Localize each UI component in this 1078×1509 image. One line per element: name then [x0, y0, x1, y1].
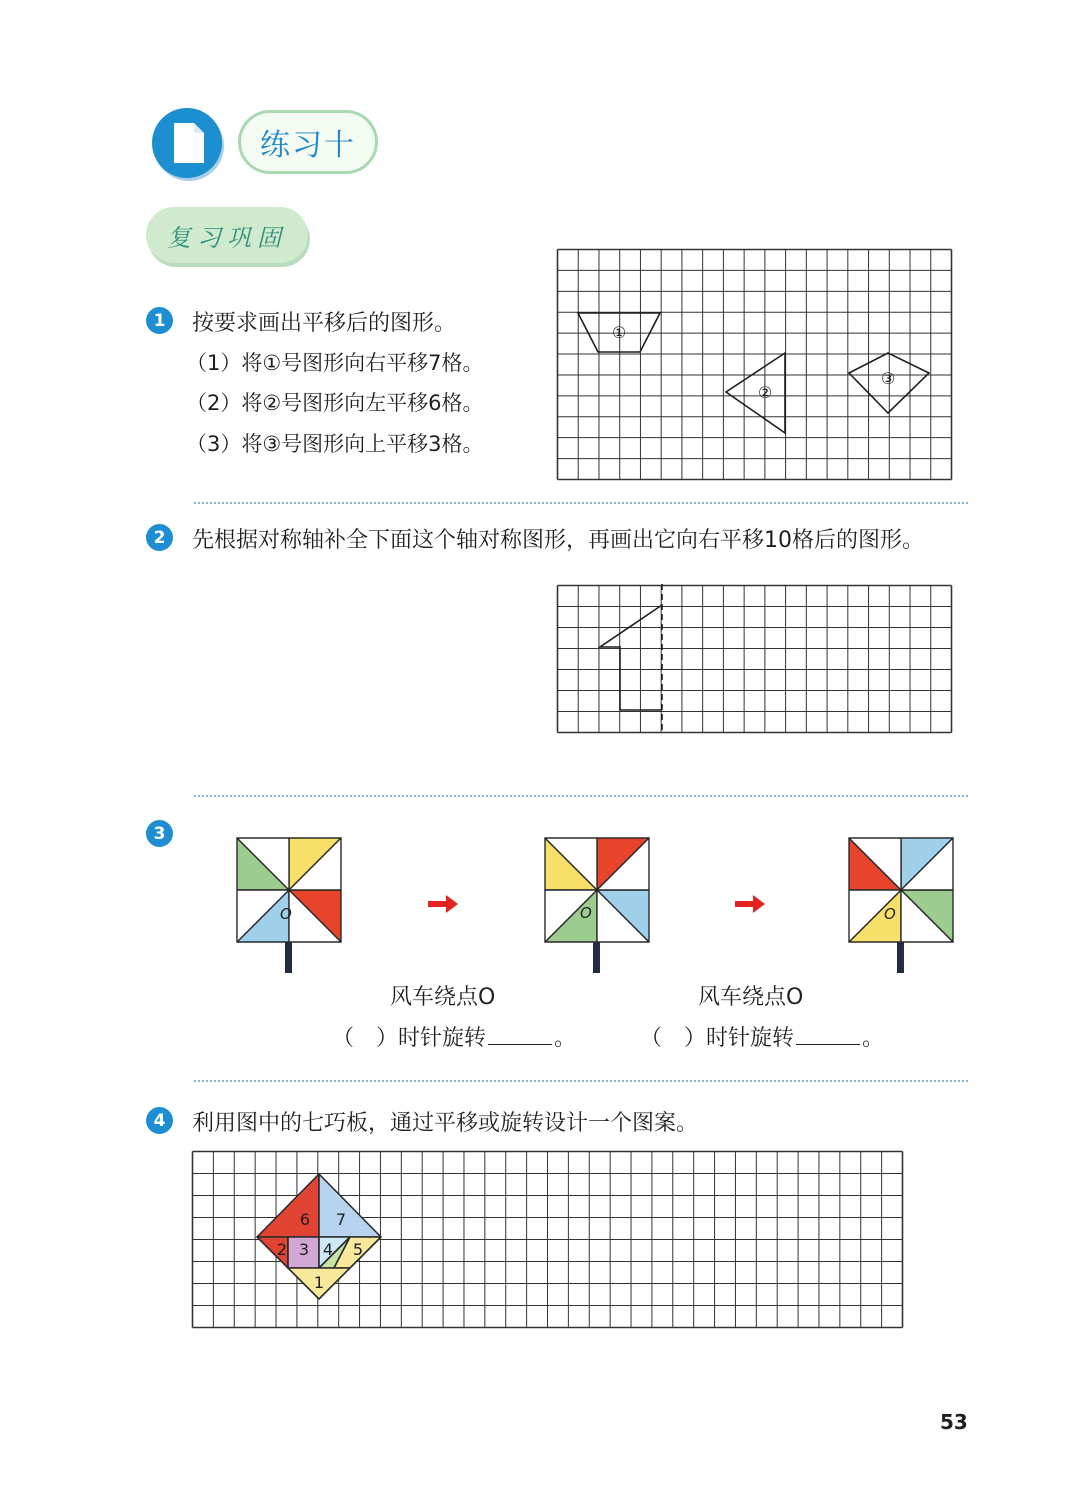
section-label: 复习巩固 [146, 207, 308, 263]
question-4-grid[interactable] [191, 1150, 905, 1330]
question-2-text: 先根据对称轴补全下面这个轴对称图形，再画出它向右平移10格后的图形。 [192, 528, 924, 553]
question-2-grid[interactable] [556, 584, 954, 736]
caption-1-line-1: 风车绕点O [390, 985, 496, 1010]
divider [194, 795, 968, 797]
rotation-direction-prompt: （ ）时针旋转 [640, 1026, 795, 1051]
rotation-angle-blank[interactable] [796, 1044, 860, 1045]
caption-period: 。 [554, 1026, 577, 1051]
arrow-right-icon [426, 894, 460, 914]
question-number-3: 3 [146, 820, 173, 847]
caption-period: 。 [862, 1026, 885, 1051]
document-icon [152, 108, 222, 178]
arrow-right-icon [733, 894, 767, 914]
question-1-item-3: （3）将③号图形向上平移3格。 [186, 432, 484, 456]
piece-label-1: 1 [313, 1273, 325, 1292]
caption-2-line-1: 风车绕点O [698, 985, 804, 1010]
grid-lines [558, 586, 952, 733]
question-1-text: 按要求画出平移后的图形。 [192, 311, 457, 336]
piece-label-7: 7 [335, 1210, 347, 1229]
piece-label-5: 5 [352, 1240, 364, 1259]
pinwheel-2 [542, 835, 654, 975]
point-o-label: O [580, 904, 592, 922]
piece-label-4: 4 [322, 1240, 334, 1259]
divider [194, 1080, 968, 1082]
caption-1-line-2 [332, 1021, 576, 1052]
piece-label-3: 3 [298, 1240, 310, 1259]
point-o-label: O [280, 905, 292, 923]
shape-2-label: ② [757, 383, 773, 402]
exercise-icon [152, 108, 222, 178]
piece-label-2: 2 [276, 1240, 288, 1259]
shape-2-triangle [726, 353, 785, 433]
pinwheel-3 [846, 835, 958, 975]
shape-1-label: ① [611, 323, 627, 342]
rotation-direction-prompt: （ ）时针旋转 [332, 1026, 487, 1051]
question-number-2: 2 [146, 524, 173, 551]
grid-lines [558, 250, 952, 480]
rotation-angle-blank[interactable] [488, 1044, 552, 1045]
caption-2-line-2 [640, 1021, 884, 1052]
page-title: 练习十 [238, 110, 378, 174]
shape-3-label: ③ [880, 369, 896, 388]
question-1-item-2: （2）将②号图形向左平移6格。 [186, 391, 484, 415]
point-o-label: O [884, 905, 896, 923]
question-4-text: 利用图中的七巧板，通过平移或旋转设计一个图案。 [192, 1111, 699, 1136]
question-number-1: 1 [146, 307, 173, 334]
half-figure [600, 605, 662, 710]
pinwheel-1 [234, 835, 346, 975]
piece-label-6: 6 [299, 1210, 311, 1229]
page-number: 53 [940, 1410, 968, 1434]
question-number-4: 4 [146, 1107, 173, 1134]
divider [194, 502, 968, 504]
tangram-piece-7 [319, 1174, 381, 1237]
question-1-grid[interactable] [556, 248, 954, 482]
question-1-item-1: （1）将①号图形向右平移7格。 [186, 351, 484, 375]
